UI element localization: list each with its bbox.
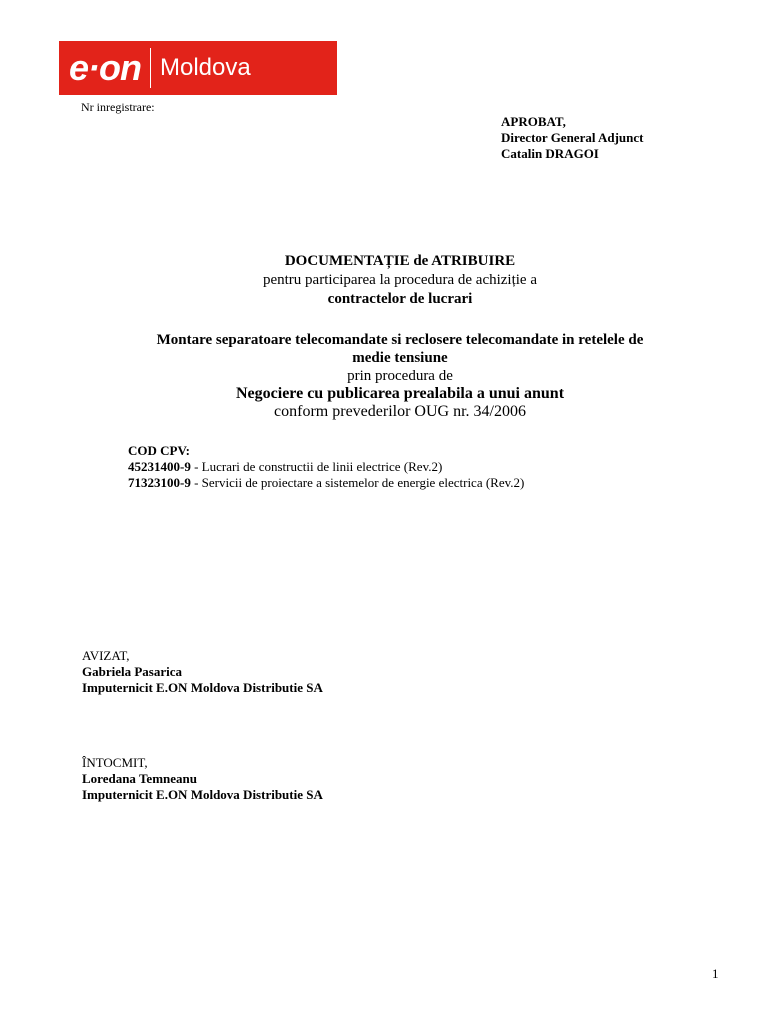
intocmit-role: Imputernicit E.ON Moldova Distributie SA (82, 787, 323, 802)
title-line-1: DOCUMENTAȚIE de ATRIBUIRE (284, 253, 516, 269)
document-subject (60, 331, 740, 421)
approval-role: Director General Adjunct (501, 130, 644, 145)
eon-moldova-logo (59, 41, 337, 95)
logo-divider (150, 48, 151, 88)
cpv-description: - Servicii de proiectare a sistemelor de energie electrica (Rev.2) (190, 475, 525, 490)
cpv-header: COD CPV: (128, 443, 190, 458)
approval-block (501, 114, 644, 162)
intocmit-block (82, 755, 323, 803)
title-line-3: contractelor de lucrari (327, 291, 473, 307)
cpv-description: - Lucrari de constructii de linii electrice (Rev.2) (190, 459, 443, 474)
cpv-code: 45231400-9 (128, 459, 191, 474)
subject-line-2: medie tensiune (352, 350, 448, 366)
subject-line-1: Montare separatoare telecomandate si reclosere telecomandate in retelele de (156, 332, 644, 348)
page-number: 1 (712, 966, 719, 981)
intocmit-name: Loredana Temneanu (82, 771, 197, 786)
subject-line-3: prin procedura de (347, 368, 453, 384)
logo-region: Moldova (160, 54, 251, 81)
intocmit-label: ÎNTOCMIT, (82, 755, 148, 770)
subject-line-5: conform prevederilor OUG nr. 34/2006 (274, 403, 526, 420)
cpv-code: 71323100-9 (128, 475, 191, 490)
cpv-codes (128, 443, 524, 491)
subject-line-4: Negociere cu publicarea prealabila a unui anunt (235, 385, 565, 402)
registration-label: Nr inregistrare: (81, 100, 155, 114)
document-title (60, 252, 740, 309)
cpv-item (128, 459, 524, 475)
cpv-item (128, 475, 524, 491)
approval-name: Catalin DRAGOI (501, 146, 599, 161)
title-line-2: pentru participarea la procedura de achiziție a (262, 272, 537, 288)
avizat-role: Imputernicit E.ON Moldova Distributie SA (82, 680, 323, 695)
avizat-block (82, 648, 323, 696)
approval-label: APROBAT, (501, 114, 566, 129)
avizat-label: AVIZAT, (82, 648, 130, 663)
logo-brand: e·on (69, 47, 141, 88)
avizat-name: Gabriela Pasarica (82, 664, 183, 679)
